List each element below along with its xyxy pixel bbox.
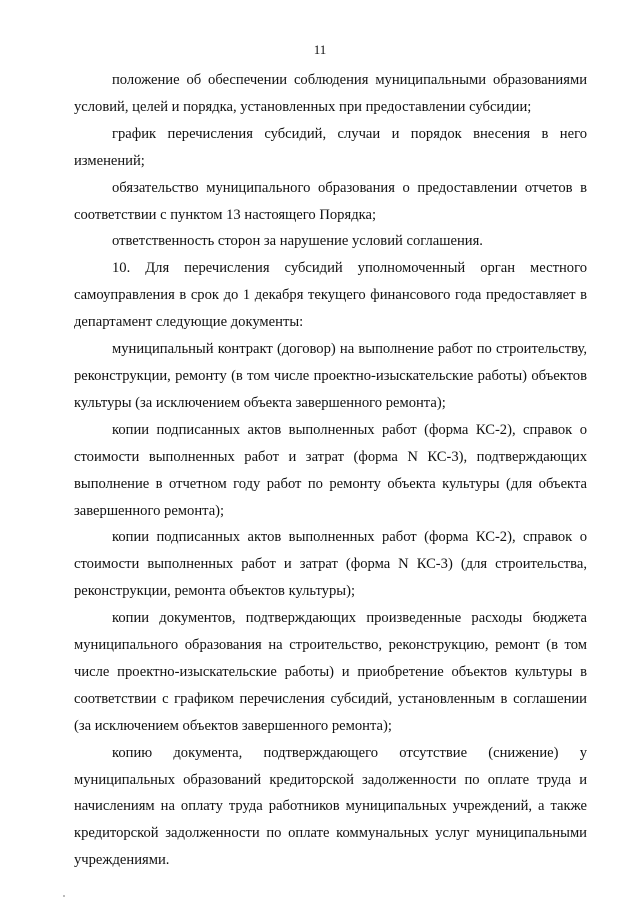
paragraph-subsidy-conditions: положение об обеспечении соблюдения муниципальными образованиями условий, целей и порядка, установленных при предоставлении субсидии; [74,72,587,115]
paragraph-acts-construction: копии подписанных актов выполненных работ (форма КС-2), справок о стоимости выполненных работ и затрат (форма N КС-3) (для строительства, реконструкции, ремонта объектов культуры); [74,529,587,600]
scan-artifact [63,895,65,897]
paragraph-item-10: 10. Для перечисления субсидий уполномоченный орган местного самоуправления в срок до 1 декабря текущего финансового года предоставляет в департамент следующие документы: [74,260,587,331]
paragraph-liability: ответственность сторон за нарушение условий соглашения. [112,233,483,250]
page-number: 11 [313,42,327,57]
paragraph-debt-documents: копию документа, подтверждающего отсутствие (снижение) у муниципальных образований кредиторской задолженности по оплате труда и начислениям на оплату труда работников муниципальных учреждений, а также кредиторской задолженности по оплате коммунальных услуг муниципальными учреждениями. [74,744,587,869]
paragraph-reporting-obligation: обязательство муниципального образования о предоставлении отчетов в соответствии с пунктом 13 настоящего Порядка; [74,179,587,223]
paragraph-expense-documents: копии документов, подтверждающих произведенные расходы бюджета муниципального образования на строительство, реконструкцию, ремонт (в том числе проектно-изыскательские работы) и приобретение объектов культуры в соответствии с графиком перечисления субсидий, установленным в соглашении (за исключением объектов завершенного ремонта); [74,610,587,734]
paragraph-acts-repair: копии подписанных актов выполненных работ (форма КС-2), справок о стоимости выполненных работ и затрат (форма N КС-3), подтверждающих выполнение в отчетном году работ по ремонту объекта культуры (для объекта завершенного ремонта); [74,421,587,519]
document-body [74,67,587,874]
paragraph-municipal-contract: муниципальный контракт (договор) на выполнение работ по строительству, реконструкции, ремонту (в том числе проектно-изыскательские работы) объектов культуры (за исключением объекта завершенного ремонта); [74,341,587,411]
paragraph-transfer-schedule: график перечисления субсидий, случаи и порядок внесения в него изменений; [74,125,587,169]
